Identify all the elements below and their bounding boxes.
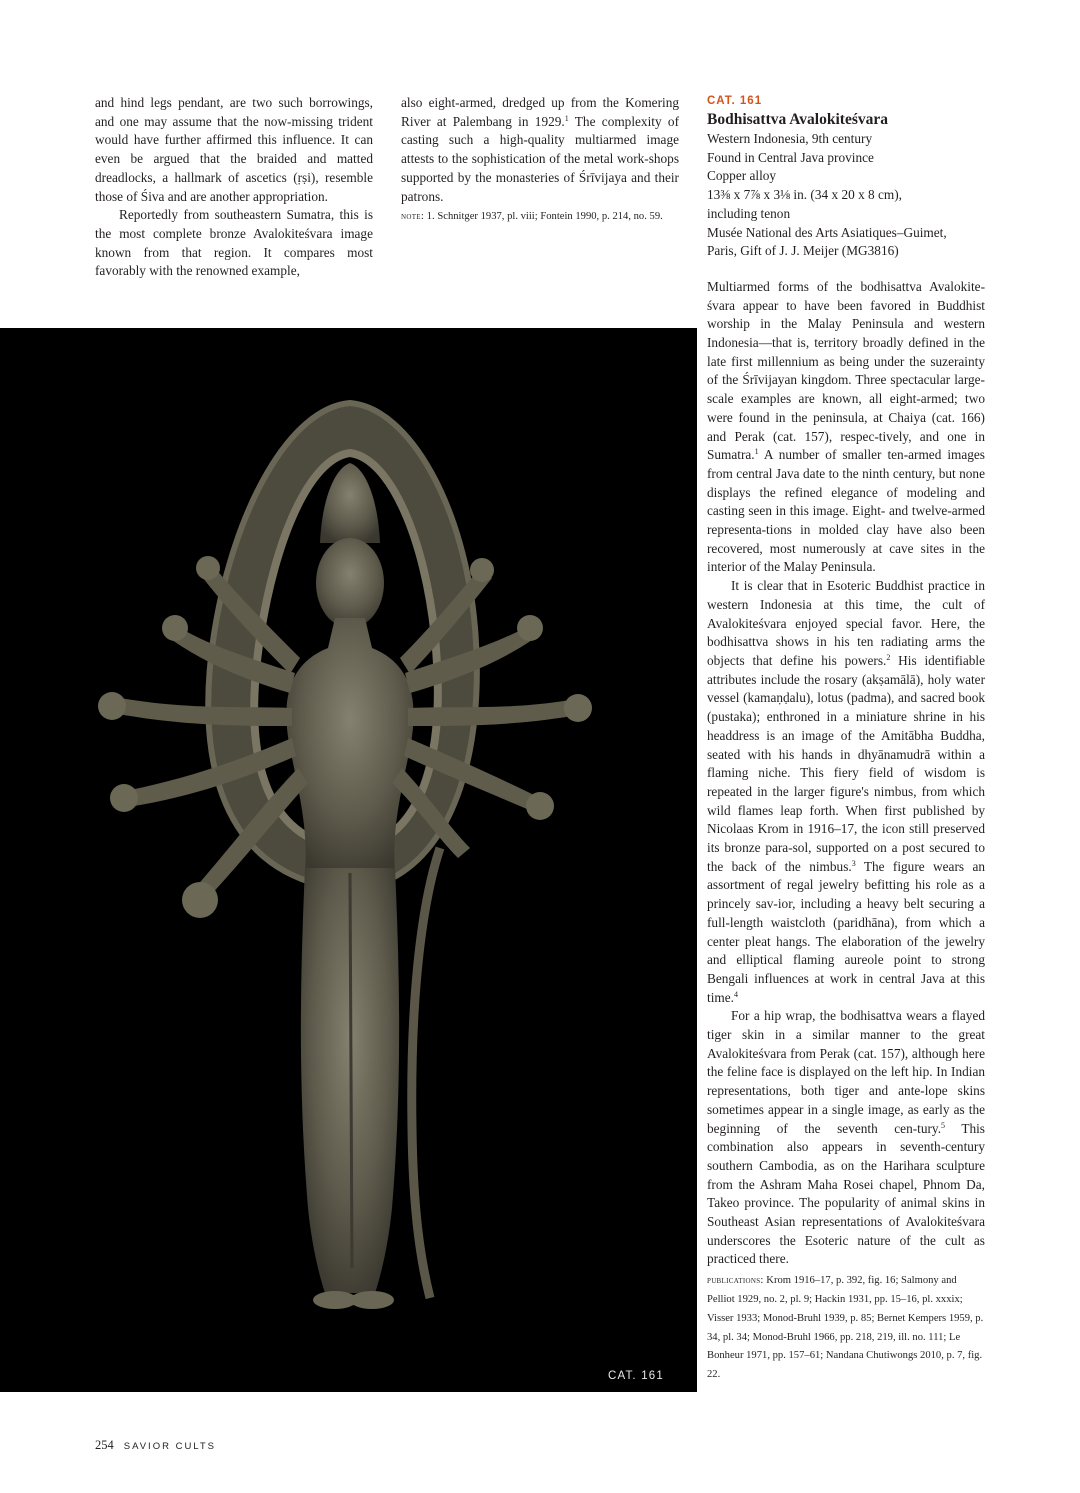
publications-text: Krom 1916–17, p. 392, fig. 16; Salmony and Pelliot 1929, no. 2, pl. 9; Hackin 1931, pp. 15–16, pl. xxxix; Visser 1933; Monod-Bruhl 1939, p. 85; Bernet Kempers 1959, p. 34, pl. 34; Monod-Bruhl 1966, pp. 218, 219, ill. no. 111; Le Bonheur 1971, pp. 157–61; Nandana Chutiwongs 2010, p. 7, fig. 22.: [707, 1275, 984, 1381]
meta-line: Copper alloy: [707, 168, 777, 184]
catalog-title: Bodhisattva Avalokiteśvara: [707, 111, 888, 128]
note-text: 1. Schnitger 1937, pl. viii; Fontein 1990, p. 214, no. 59.: [424, 211, 663, 223]
footnote-note: [401, 208, 679, 227]
col3-paragraph-1: Multiarmed forms of the bodhisattva Avalokite-śvara appear to have been favored in Buddhist worship in the Malay Peninsula and western Indonesia—that is, territory broadly defined in the late first millennium as being under the suzerainty of the Śrīvijayan kingdom. Three spectacular large-scale examples are known, all eight-armed; two were found in the peninsula, at Chaiya (cat. 166) and Perak (cat. 157), respec-tively, and one in Sumatra.$^1$ A number of smaller ten-armed images from central Java date to the ninth century, but none displays the refined elegance of modeling and casting seen in this image. Eight- and twelve-armed representa-tions in molded clay have also been recovered, most numerously at cave sites in the interior of the Malay Peninsula.: [707, 278, 985, 575]
catalog-meta: [707, 130, 985, 261]
publications-label: publications:: [707, 1275, 764, 1287]
col1-paragraph-2: Reportedly from southeastern Sumatra, this is the most complete bronze Avalokiteśvara image known from that region. It compares most favorably with the renowned example,: [95, 207, 373, 279]
section-title: SAVIOR CULTS: [123, 1441, 217, 1452]
footnote-ref-1: 1: [564, 113, 569, 123]
meta-line: Western Indonesia, 9th century: [707, 131, 873, 146]
meta-line: Paris, Gift of J. J. Meijer (MG3816): [707, 243, 899, 259]
page-number: 254: [95, 1438, 114, 1452]
publications-list: [707, 1272, 985, 1385]
sculpture-photo: [0, 328, 697, 1392]
col3-paragraph-2: It is clear that in Esoteric Buddhist practice in western Indonesia at this time, the cult of Avalokiteśvara enjoyed special favor. Here, the bodhisattva shows in his ten radiating arms the objects that define his powers.$^2$ His identifiable attributes include the rosary (akṣamālā), holy water vessel (kamaṇḍalu), lotus (padma), and sacred book (pustaka); enthroned in a miniature shrine in his headdress is an image of the Amitābha Buddha, seated with his hands in dhyānamudrā within a flaming niche. This fiery field of wisdom is repeated in the larger figure's nimbus, from which wild flames leap forth. When first published by Nicolaas Krom in 1916–17, the icon still preserved its bronze para-sol, supported on a post secured to the back of the nimbus.$^3$ The figure wears an assortment of regal jewelry befitting his role as a princely sav-ior, including a heavy belt securing a full-length waistcloth (paridhāna), from which a center pleat hangs. The elaboration of the jewelry and elliptical flaming aureole point to strong Bengali influences at work in central Java at this time.$^4$: [707, 578, 985, 1005]
text-column-1: [95, 94, 373, 281]
meta-line: including tenon: [707, 205, 791, 221]
page-footer: [95, 1438, 216, 1453]
bronze-multiarmed-bodhisattva-figure-icon: [0, 328, 697, 1392]
text-column-2: [401, 94, 679, 227]
note-label: note:: [401, 211, 425, 223]
catalog-number: CAT. 161: [707, 95, 763, 107]
photo-caption: CAT. 161: [607, 1370, 664, 1382]
catalog-entry-column: [707, 94, 985, 1385]
meta-line: 13⅜ x 7⅞ x 3⅛ in. (34 x 20 x 8 cm),: [707, 187, 903, 203]
col2-paragraph-1: also eight-armed, dredged up from the Komering River at Palembang in 1929.$^1$ The complexity of casting such a high-quality multiarmed image attests to the sophistication of the metal work-shops supported by the monasteries of Śrīvijaya and their patrons.: [401, 95, 679, 204]
meta-line: Found in Central Java province: [707, 149, 874, 165]
col1-paragraph-1: and hind legs pendant, are two such borrowings, and one may assume that the now-missing trident would have further affirmed this influence. It can even be argued that the braided and matted dreadlocks, a hallmark of ascetics (ṛṣi), resemble those of Śiva and are another appropriation.: [95, 95, 373, 204]
meta-line: Musée National des Arts Asiatiques–Guimet,: [707, 224, 947, 240]
col3-paragraph-3: For a hip wrap, the bodhisattva wears a flayed tiger skin in a similar manner to the great Avalokiteśvara from Perak (cat. 157), although here the feline face is displayed on the left hip. In Indian representations, both tiger and ante-lope skins sometimes appear in a single image, as early as the beginning of the seventh cen-tury.$^5$ This combination also appears in seventh-century southern Cambodia, as on the Harihara sculpture from the Ashram Maha Rosei chapel, Phnom Da, Takeo province. The popularity of animal skins in Southeast Asian representations of Avalokiteśvara underscores the Esoteric nature of the cult as practiced there.: [707, 1008, 985, 1267]
